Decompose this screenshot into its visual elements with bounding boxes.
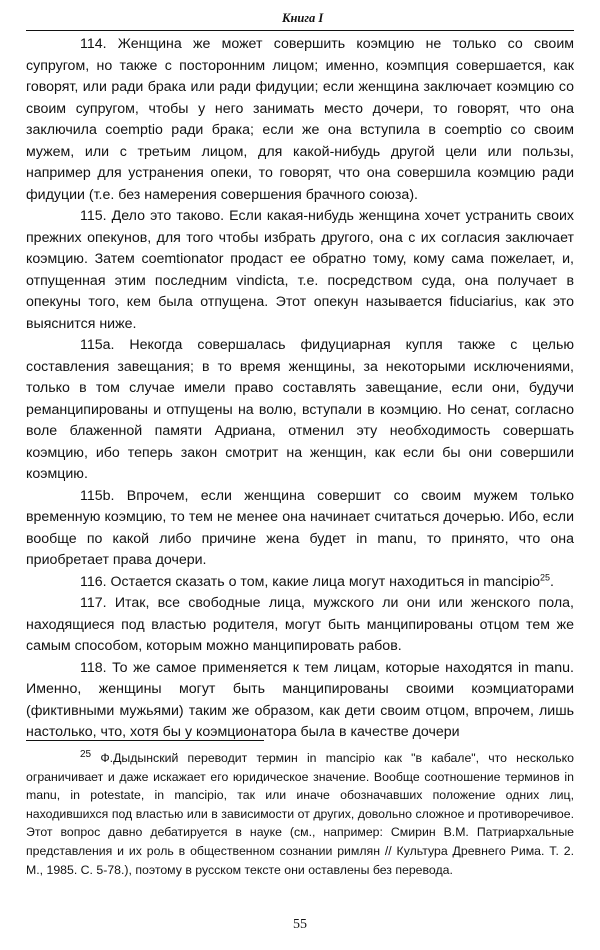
paragraph-117: 117. Итак, все свободные лица, мужского ли они или женского пола, находящиеся под властью родителя, могут быть манципированы отцом тем же самым способом, которым можно манципировать рабов. — [26, 595, 574, 654]
page-number: 55 — [293, 917, 307, 932]
footnote-text: Ф.Дыдынский переводит термин in mancipio как "в кабале", что несколько ограничивает и даже искажает его юридическое значение. Вообще соотношение терминов in manu, in potestate, in mancipio, так или иначе обозначавших положение одних лиц, находившихся под властью или в зависимости от других, довольно сложное и противоречивое. Этот вопрос давно дебатируется в науке (см., например: Смирин В.М. Патриархальные представления и их роль в общественном сознании римлян // Культура Древнего Рима. Т. 2. М., 1985. С. 5-78.), поэтому в русском тексте они оставлены без перевода. — [26, 751, 574, 877]
main-text — [26, 34, 574, 744]
footnote-separator — [26, 740, 264, 741]
running-header — [26, 8, 574, 31]
paragraph-116 — [26, 572, 574, 594]
paragraph-114: 114. Женщина же может совершить коэмцию не только со своим супругом, но также с посторонним лицом; именно, коэмпция совершается, как говорят, или ради брака или ради фидуции; если женщина заключает коэмцию со своим супругом, чтобы у него занимать место дочери, то говорят, что она заключила coemptio ради брака; если же она вступила в coemptio со своим мужем, или с третьим лицом, для какой-нибудь другой цели или пользы, например для устранения опеки, то говорят, что она совершила коэмцию ради фидуции (т.е. без намерения совершения брачного союза). — [26, 36, 574, 203]
paragraph-116-text: 116. Остается сказать о том, какие лица могут находиться in mancipio — [80, 573, 540, 590]
book-title: Книга I — [282, 11, 324, 25]
paragraph-118: 118. То же самое применяется к тем лицам, которые находятся in manu. Именно, женщины могут быть манципированы своими коэмциаторами (фиктивными мужьями) таким же образом, как дети своим отцом, впрочем, лишь настолько, что, хотя бы у коэмционатора была в качестве дочери — [26, 659, 574, 740]
paragraph-115a: 115a. Некогда совершалась фидуциарная купля также с целью составления завещания; в то время женщины, за некоторыми исключениями, только в том случае имели право составлять завещание, если они, будучи реманципированы и отпущены на волю, вступали в коэмцию. Но сенат, согласно воле блаженной памяти Адриана, отменил эту необходимость совершать коэмцию, ибо теперь закон смотрит на женщин, как если бы они совершили коэмцию. — [26, 337, 574, 482]
paragraph-115b: 115b. Впрочем, если женщина совершит со своим мужем только временную коэмцию, то тем не менее она начинает считаться дочерью. Ибо, если вообще по какой либо причине жена будет in manu, то принято, что она приобретает права дочери. — [26, 487, 574, 568]
footnote-marker: 25 — [80, 748, 92, 760]
paragraph-116-end: . — [550, 573, 554, 590]
paragraph-115: 115. Дело это таково. Если какая-нибудь женщина хочет устранить своих прежних опекунов, для того чтобы избрать другого, она с их согласия заключает коэмцию. Затем coemtionator продаст ее обратно тому, кому сама пожелает, и, отпущенная этим последним vindicta, т.е. посредством суда, она получает в опекуны того, кем была отпущена. Этот опекун называется fiduciarius, как это выяснится ниже. — [26, 208, 574, 332]
footnote-25 — [26, 749, 574, 879]
footnote-reference[interactable]: 25 — [540, 571, 551, 582]
